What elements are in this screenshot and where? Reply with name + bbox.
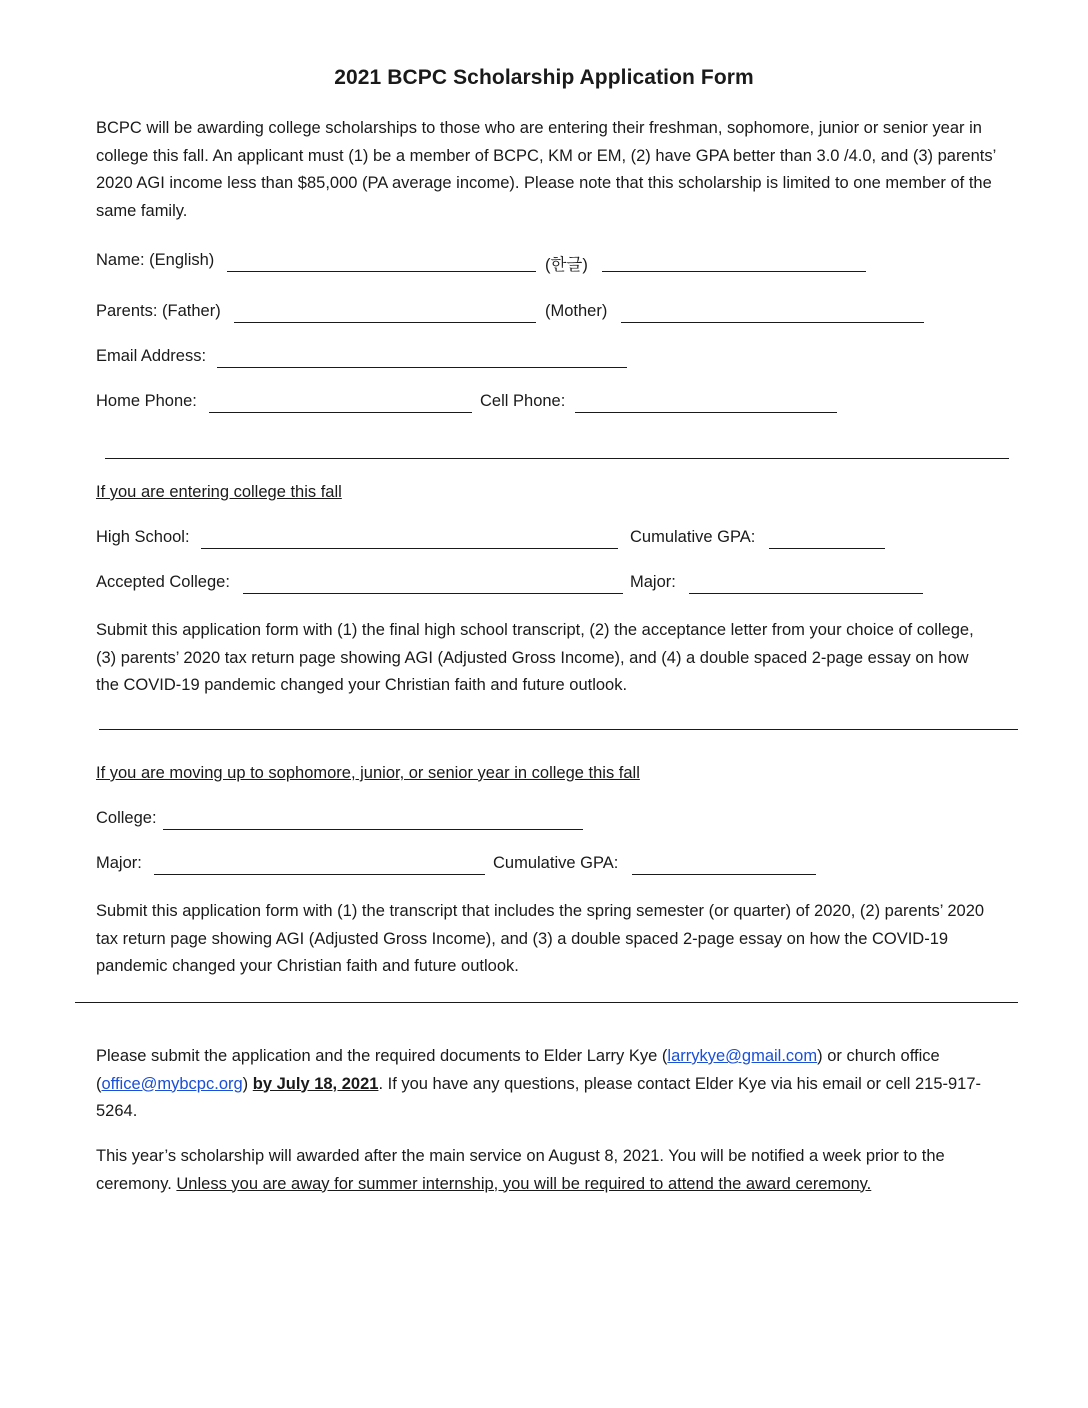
high-school-label: High School: (96, 528, 190, 546)
father-field[interactable] (234, 322, 536, 323)
page-title: 2021 BCPC Scholarship Application Form (334, 66, 754, 89)
office-email-link[interactable]: office@mybcpc.org (101, 1074, 243, 1093)
cumulative-gpa-label: Cumulative GPA: (630, 528, 756, 546)
cumulative-gpa-field-2[interactable] (632, 874, 816, 875)
cumulative-gpa-label-2: Cumulative GPA: (493, 854, 619, 872)
entering-instructions: Submit this application form with (1) the final high school transcript, (2) the acceptance letter from your choice of college, (3) parents’ 2020 tax return page showing AGI (Adjusted Gross Income), and (4) a double spaced 2-page essay on how the COVID-19 pandemic changed your Christian faith and future outlook. (96, 621, 974, 694)
home-phone-label: Home Phone: (96, 392, 197, 410)
entering-section-heading: If you are entering college this fall (96, 483, 342, 501)
intro-paragraph: BCPC will be awarding college scholarships to those who are entering their freshman, sophomore, junior or senior year in college this fall. An applicant must (1) be a member of BCPC, KM or EM, (2) have GPA better than 3.0 /4.0, and (3) parents’ 2020 AGI income less than $85,000 (PA average income). Please note that this scholarship is limited to one member of the same family. (96, 119, 996, 220)
submission-text-3: ) (242, 1074, 253, 1093)
award-text: This year’s scholarship will awarded after the main service on August 8, 2021. You will be notified a week prior to the ceremony. (96, 1147, 945, 1193)
larry-email-link[interactable]: larrykye@gmail.com (667, 1047, 818, 1065)
submission-text-2: ) or church office ( (96, 1047, 940, 1093)
name-korean-field[interactable] (602, 271, 866, 272)
father-label: Parents: (Father) (96, 302, 221, 320)
section-divider-1 (105, 458, 1009, 459)
section-divider-3 (75, 1002, 1018, 1003)
mother-label: (Mother) (545, 302, 608, 320)
mother-field[interactable] (621, 322, 924, 323)
home-phone-field[interactable] (209, 412, 472, 413)
award-paragraph (96, 1143, 996, 1198)
submission-paragraph (96, 1043, 996, 1126)
accepted-college-label: Accepted College: (96, 573, 230, 591)
college-field[interactable] (163, 829, 583, 830)
name-korean-label: (한글) (545, 256, 588, 274)
cell-phone-field[interactable] (575, 412, 837, 413)
college-label: College: (96, 809, 157, 827)
submission-text-4: . If you have any questions, please contact Elder Kye via his email or cell 215-917-5264. (96, 1074, 982, 1120)
cell-phone-label: Cell Phone: (480, 392, 566, 410)
major-field-2[interactable] (154, 874, 485, 875)
name-english-label: Name: (English) (96, 251, 215, 269)
moving-up-section-heading: If you are moving up to sophomore, junior, or senior year in college this fall (96, 764, 640, 782)
deadline-text: by July 18, 2021 (252, 1074, 379, 1093)
accepted-college-field[interactable] (243, 593, 623, 594)
name-english-field[interactable] (227, 271, 536, 272)
section-divider-2 (99, 729, 1018, 730)
email-field[interactable] (217, 367, 627, 368)
email-label: Email Address: (96, 347, 207, 365)
major-label: Major: (630, 573, 676, 591)
moving-up-instructions: Submit this application form with (1) the transcript that includes the spring semester (or quarter) of 2020, (2) parents’ 2020 tax return page showing AGI (Adjusted Gross Income), and (3) a double spaced 2-page essay on how the COVID-19 pandemic changed your Christian faith and future outlook. (96, 902, 985, 975)
major-field[interactable] (689, 593, 923, 594)
submission-text-1: Please submit the application and the required documents to Elder Larry Kye ( (96, 1047, 668, 1065)
major-label-2: Major: (96, 854, 142, 872)
award-attendance-note: Unless you are away for summer internship, you will be required to attend the award ceremony. (176, 1174, 872, 1193)
high-school-field[interactable] (201, 548, 618, 549)
cumulative-gpa-field[interactable] (769, 548, 885, 549)
